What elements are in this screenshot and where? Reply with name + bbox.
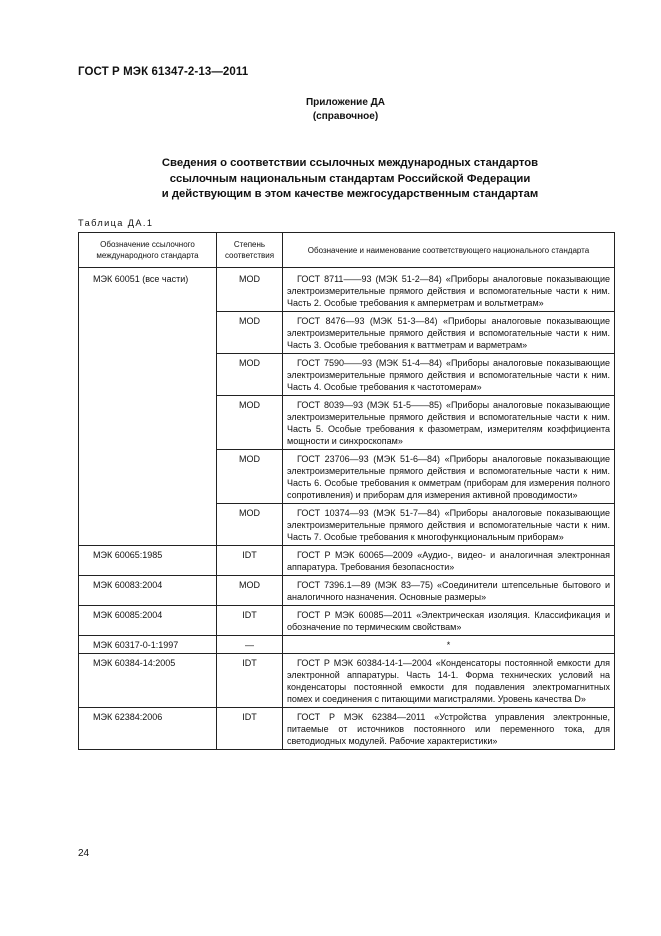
row-degree: MOD bbox=[217, 268, 283, 312]
row-description-text: ГОСТ 7590——93 (МЭК 51-4—84) «Приборы аналоговые показывающие электроизмерительные прямого действия и вспомогательные части к ним. Часть 4. Особые требования к частотомерам» bbox=[287, 358, 610, 392]
row-description bbox=[283, 606, 615, 636]
row-description bbox=[283, 546, 615, 576]
row-degree: MOD bbox=[217, 450, 283, 504]
row-description bbox=[283, 312, 615, 354]
table-row bbox=[79, 546, 615, 576]
table-label: Таблица ДА.1 bbox=[78, 218, 154, 228]
row-description-text: ГОСТ 23706—93 (МЭК 51-6—84) «Приборы аналоговые показывающие электроизмерительные прямого действия и вспомогательные части к ним. Часть 6. Особые требования к омметрам (приборам для измерения полного сопротивления) и приборам для измерения активной проводимости» bbox=[287, 454, 610, 500]
main-title-line-2: ссылочным национальным стандартам Российской Федерации bbox=[169, 172, 531, 185]
appendix-heading bbox=[0, 96, 661, 124]
row-degree: IDT bbox=[217, 654, 283, 708]
row-code: МЭК 60085:2004 bbox=[79, 606, 217, 636]
header-international-standard: Обозначение ссылочного международного стандарта bbox=[79, 233, 217, 268]
row-description bbox=[283, 654, 615, 708]
row-degree: MOD bbox=[217, 576, 283, 606]
row-degree: MOD bbox=[217, 312, 283, 354]
row-description-text: ГОСТ Р МЭК 62384—2011 «Устройства управления электронные, питаемые от источников постоянного или переменного тока, для светодиодных модулей. Рабочие характеристики» bbox=[287, 712, 610, 746]
table-row bbox=[79, 654, 615, 708]
row-degree: IDT bbox=[217, 606, 283, 636]
header-degree: Степень соответствия bbox=[217, 233, 283, 268]
row-description bbox=[283, 708, 615, 750]
appendix-subtitle: (справочное) bbox=[312, 111, 379, 122]
main-title-line-3: и действующим в этом качестве межгосударственным стандартам bbox=[161, 188, 539, 200]
row-description bbox=[283, 576, 615, 606]
document-header: ГОСТ Р МЭК 61347-2-13—2011 bbox=[78, 66, 249, 78]
row-description-text: ГОСТ 10374—93 (МЭК 51-7—84) «Приборы аналоговые показывающие электроизмерительные прямого действия и вспомогательные части к ним. Часть 7. Особые требования к многофункциональным приборам» bbox=[287, 508, 610, 542]
row-description-text: ГОСТ 8711——93 (МЭК 51-2—84) «Приборы аналоговые показывающие электроизмерительные прямого действия и вспомогательные части к ним. Часть 2. Особые требования к амперметрам и вольтметрам» bbox=[287, 274, 610, 308]
row-degree: MOD bbox=[217, 354, 283, 396]
table-row bbox=[79, 576, 615, 606]
row-degree: MOD bbox=[217, 396, 283, 450]
row-description bbox=[283, 354, 615, 396]
table-header-row bbox=[79, 233, 615, 268]
row-code: МЭК 60051 (все части) bbox=[79, 268, 217, 546]
main-title-line-1: Сведения о соответствии ссылочных международных стандартов bbox=[161, 157, 539, 169]
row-code: МЭК 60384-14:2005 bbox=[79, 654, 217, 708]
table-row bbox=[79, 268, 615, 312]
row-code: МЭК 60065:1985 bbox=[79, 546, 217, 576]
row-description-text: ГОСТ Р МЭК 60085—2011 «Электрическая изоляция. Классификация и обозначение по термическим свойствам» bbox=[287, 610, 610, 632]
table-row bbox=[79, 708, 615, 750]
appendix-title: Приложение ДА bbox=[305, 97, 386, 108]
row-description bbox=[283, 450, 615, 504]
row-description-text: ГОСТ Р МЭК 60384-14-1—2004 «Конденсаторы постоянной емкости для электронной аппаратуры. Часть 14-1. Форма технических условий на конденсаторы постоянной емкости для подавления электромагнитных помех и соединения с питающими магистралями. Уровень качества D» bbox=[287, 658, 610, 704]
standards-table bbox=[78, 232, 615, 750]
table-row bbox=[79, 636, 615, 654]
row-degree: IDT bbox=[217, 546, 283, 576]
row-degree: — bbox=[217, 636, 283, 654]
row-description-text: ГОСТ 7396.1—89 (МЭК 83—75) «Соединители штепсельные бытового и аналогичного назначения. Основные размеры» bbox=[287, 580, 610, 602]
row-code: МЭК 62384:2006 bbox=[79, 708, 217, 750]
header-national-standard: Обозначение и наименование соответствующего национального стандарта bbox=[283, 233, 615, 268]
row-code: МЭК 60317-0-1:1997 bbox=[79, 636, 217, 654]
row-degree: MOD bbox=[217, 504, 283, 546]
row-description-text: ГОСТ Р МЭК 60065—2009 «Аудио-, видео- и аналогичная электронная аппаратура. Требования безопасности» bbox=[287, 550, 610, 572]
row-description bbox=[283, 268, 615, 312]
page-number: 24 bbox=[78, 848, 90, 859]
row-description-text: ГОСТ 8476—93 (МЭК 51-3—84) «Приборы аналоговые показывающие электроизмерительные прямого действия и вспомогательные части к ним. Часть 3. Особые требования к ваттметрам и варметрам» bbox=[287, 316, 610, 350]
table-row bbox=[79, 606, 615, 636]
row-degree: IDT bbox=[217, 708, 283, 750]
row-description-text: ГОСТ 8039—93 (МЭК 51-5——85) «Приборы аналоговые показывающие электроизмерительные прямого действия и вспомогательные части к ним. Часть 5. Особые требования к фазометрам, измерителям коэффициента мощности и синхроскопам» bbox=[287, 400, 610, 446]
row-description bbox=[283, 504, 615, 546]
row-code: МЭК 60083:2004 bbox=[79, 576, 217, 606]
row-description bbox=[283, 396, 615, 450]
row-description: * bbox=[283, 636, 615, 654]
main-title bbox=[70, 156, 630, 203]
